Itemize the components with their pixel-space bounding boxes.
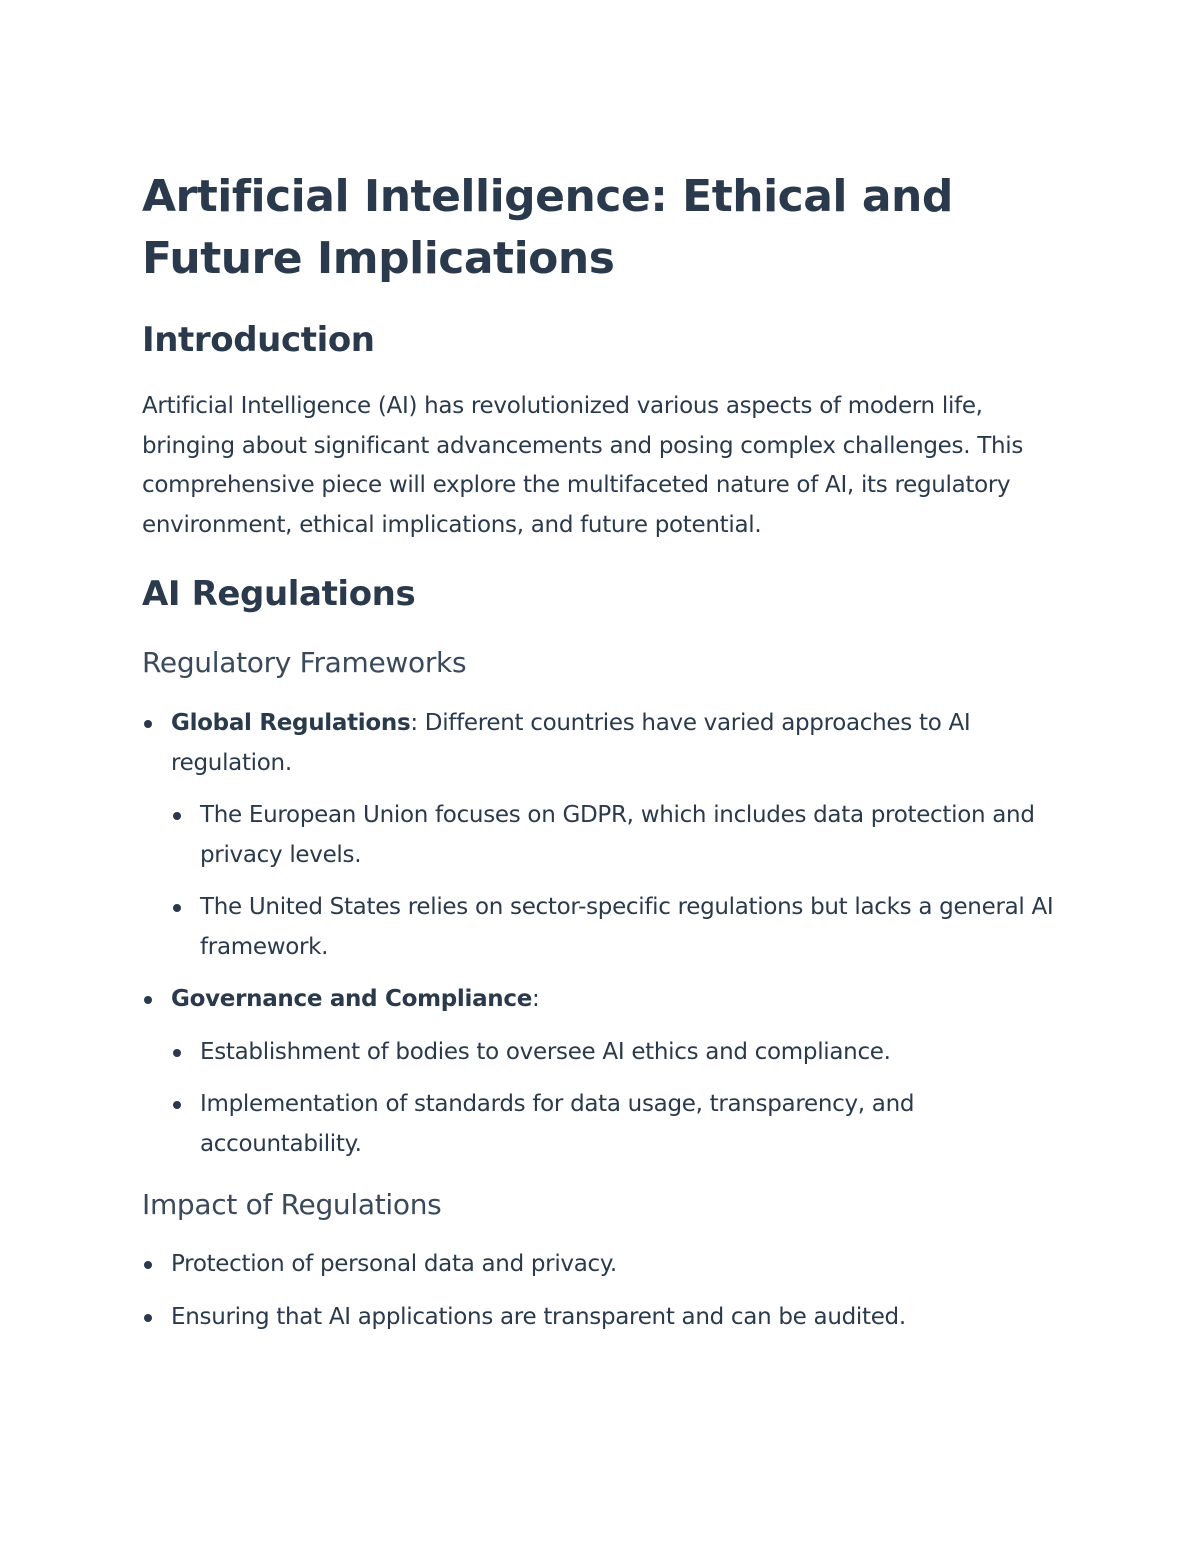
document-title: Artificial Intelligence: Ethical and Future Implications bbox=[142, 171, 953, 284]
list-item-governance-compliance bbox=[142, 980, 1072, 1164]
regulatory-frameworks-heading: Regulatory Frameworks bbox=[142, 646, 467, 679]
impact-of-regulations-list bbox=[142, 1245, 1072, 1350]
list-item-text: : Different countries have varied approaches to AI regulation. bbox=[171, 710, 971, 776]
sub-list-item: Implementation of standards for data usage, transparency, and accountability. bbox=[171, 1085, 1072, 1164]
introduction-paragraph: Artificial Intelligence (AI) has revolutionized various aspects of modern life, bringing about significant advancements and posing complex challenges. This comprehensive piece will explore the multifaceted nature of AI, its regulatory environment, ethical implications, and future potential. bbox=[142, 393, 1024, 538]
introduction-heading: Introduction bbox=[142, 320, 375, 360]
sub-list-item: The European Union focuses on GDPR, which includes data protection and privacy levels. bbox=[171, 796, 1072, 875]
list-item-label: Global Regulations bbox=[171, 710, 411, 736]
ai-regulations-heading: AI Regulations bbox=[142, 574, 416, 614]
list-item-text: : bbox=[532, 986, 540, 1012]
list-item: Protection of personal data and privacy. bbox=[142, 1245, 1072, 1285]
list-item-label: Governance and Compliance bbox=[171, 986, 532, 1012]
list-item-global-regulations bbox=[142, 704, 1072, 967]
global-regulations-sublist bbox=[171, 796, 1072, 967]
list-item: Ensuring that AI applications are transparent and can be audited. bbox=[142, 1298, 1072, 1338]
governance-compliance-sublist bbox=[171, 1033, 1072, 1165]
impact-of-regulations-heading: Impact of Regulations bbox=[142, 1188, 442, 1221]
sub-list-item: The United States relies on sector-specific regulations but lacks a general AI framework. bbox=[171, 888, 1072, 967]
regulatory-frameworks-list bbox=[142, 704, 1072, 1177]
sub-list-item: Establishment of bodies to oversee AI ethics and compliance. bbox=[171, 1033, 1072, 1073]
